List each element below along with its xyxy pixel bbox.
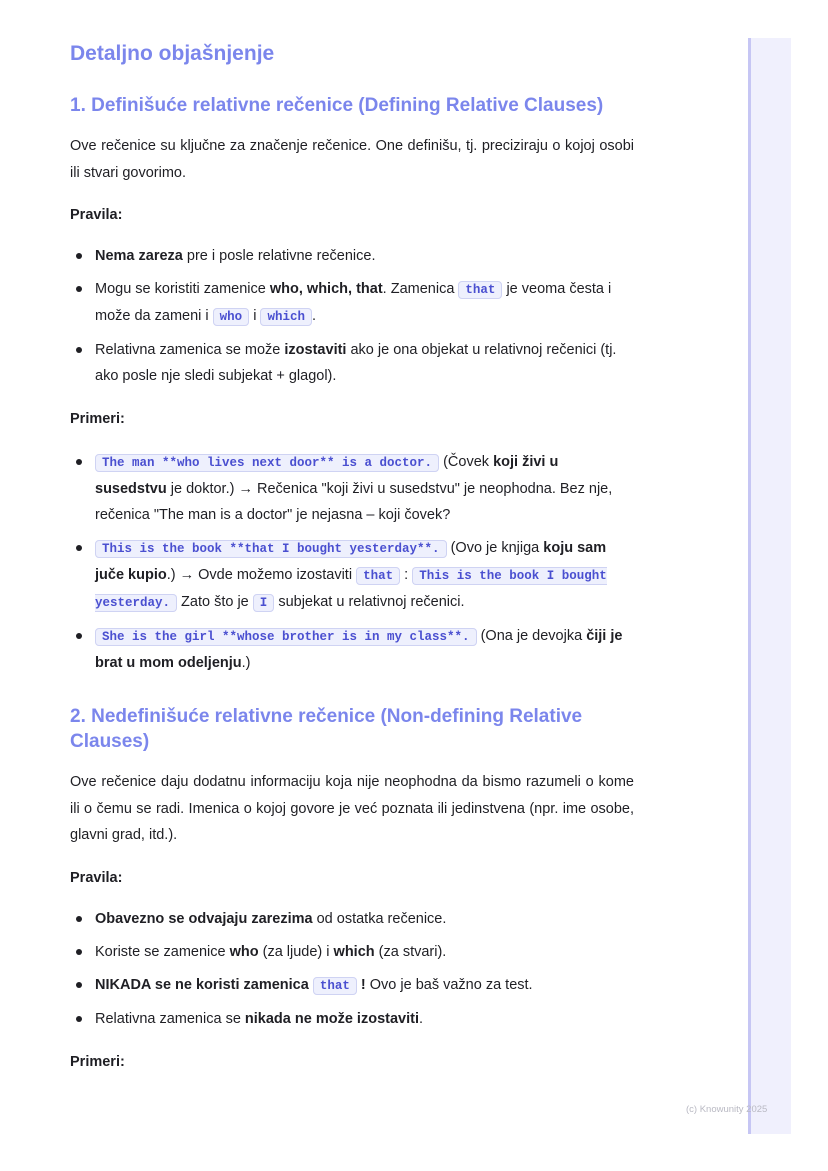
rule-text: Mogu se koristiti zamenice: [95, 281, 270, 297]
example-text: .) → Ovde možemo izostaviti: [166, 567, 357, 583]
list-item: [95, 243, 634, 269]
rule-text: od ostatka rečenice.: [312, 910, 447, 927]
section-1-rules-list: [70, 243, 634, 389]
rule-text: .: [418, 1010, 424, 1027]
section-2-intro: Ove rečenice daju dodatnu informaciju koja nije neophodna da bismo razumeli o kome ili o čemu se radi. Imenica o kojoj govore je već poznata ili jedinstvena (npr. ime osobe, glavni grad, itd.).: [70, 774, 634, 843]
list-item: [95, 906, 634, 932]
rule-bold: who, which, that: [269, 281, 383, 297]
rule-bold: Nema zareza: [95, 248, 183, 264]
rule-text: Koriste se zamenice: [95, 943, 230, 960]
rule-bold: who: [229, 943, 259, 960]
rule-text: Relativna zamenica se može: [95, 342, 285, 358]
rule-text: (za stvari).: [374, 943, 447, 960]
example-text: (Čovek: [439, 454, 494, 470]
document-content: [70, 38, 634, 1073]
rule-text: je veoma česta i može da zameni i: [95, 281, 612, 324]
section-1-heading: 1. Definišuće relativne rečenice (Defining Relative Clauses): [70, 95, 604, 116]
rule-text: . Zamenica: [382, 281, 459, 297]
rule-bold: NIKADA se ne koristi zamenica: [95, 976, 309, 993]
inline-code: I: [253, 594, 275, 612]
rule-bold: nikada ne može izostaviti: [244, 1010, 419, 1027]
example-text: :: [400, 567, 413, 583]
section-2-rules-label: Pravila:: [70, 869, 123, 886]
inline-code: She is the girl **whose brother is in my class**.: [95, 628, 477, 646]
rule-text: i: [249, 308, 261, 324]
right-margin-panel: [748, 38, 791, 1134]
rule-text: ako je ona objekat u relativnoj rečenici (tj. ako posle nje sledi subjekat + glagol).: [95, 342, 617, 384]
example-text: (Ovo je knjiga: [446, 540, 544, 556]
section-1-rules-label: Pravila:: [70, 207, 123, 223]
example-bold: koju sam juče kupio: [95, 540, 607, 583]
section-2-rules-list: [70, 906, 634, 1032]
example-text: (Ona je devojka: [476, 628, 587, 644]
rule-text: (za ljude) i: [258, 943, 334, 960]
inline-code: that: [458, 281, 502, 299]
example-text: je doktor.) → Rečenica "koji živi u susedstvu" je neophodna. Bez nje, rečenica "The man is a doctor" je nejasna – koji čovek?: [95, 481, 613, 523]
inline-code: This is the book **that I bought yesterday**.: [95, 540, 447, 558]
example-bold: koji živi u susedstvu: [95, 454, 559, 497]
inline-code: The man **who lives next door** is a doctor.: [95, 454, 439, 472]
list-item: [95, 449, 634, 528]
rule-bold: !: [360, 976, 366, 993]
example-text: Zato što je: [177, 594, 253, 610]
rule-text: Ovo je baš važno za test.: [365, 976, 533, 993]
rule-text: Relativna zamenica se: [95, 1010, 245, 1027]
list-item: [95, 337, 634, 389]
rule-bold: izostaviti: [284, 342, 347, 358]
list-item: [95, 623, 634, 676]
rule-bold: which: [333, 943, 375, 960]
list-item: [95, 276, 634, 330]
inline-code: that: [356, 567, 400, 585]
example-text: .): [241, 655, 251, 671]
list-item: [95, 939, 634, 965]
section-2-heading: 2. Nedefinišuće relativne rečenice (Non-defining Relative Clauses): [70, 706, 583, 752]
copyright-footer: (c) Knowunity 2025: [686, 1104, 768, 1115]
list-item: [95, 972, 634, 999]
inline-code: that: [313, 977, 357, 995]
rule-text: .: [311, 308, 317, 324]
section-1-examples-list: [70, 449, 634, 676]
rule-text: pre i posle relativne rečenice.: [182, 248, 376, 264]
inline-code: who: [213, 308, 250, 326]
example-bold: čiji je brat u mom odeljenju: [95, 628, 623, 671]
inline-code: This is the book I bought yesterday.: [95, 569, 607, 610]
inline-code: which: [260, 308, 312, 326]
example-text: subjekat u relativnoj rečenici.: [274, 594, 465, 610]
rule-bold: Obavezno se odvajaju zarezima: [95, 910, 313, 927]
page-title: Detaljno objašnjenje: [70, 42, 275, 65]
section-1-examples-label: Primeri:: [70, 411, 125, 427]
list-item: [95, 1006, 634, 1032]
section-2-examples-label: Primeri:: [70, 1053, 125, 1070]
list-item: [95, 535, 634, 616]
section-1-intro: Ove rečenice su ključne za značenje rečenice. One definišu, tj. preciziraju o kojoj osobi ili stvari govorimo.: [70, 138, 634, 181]
